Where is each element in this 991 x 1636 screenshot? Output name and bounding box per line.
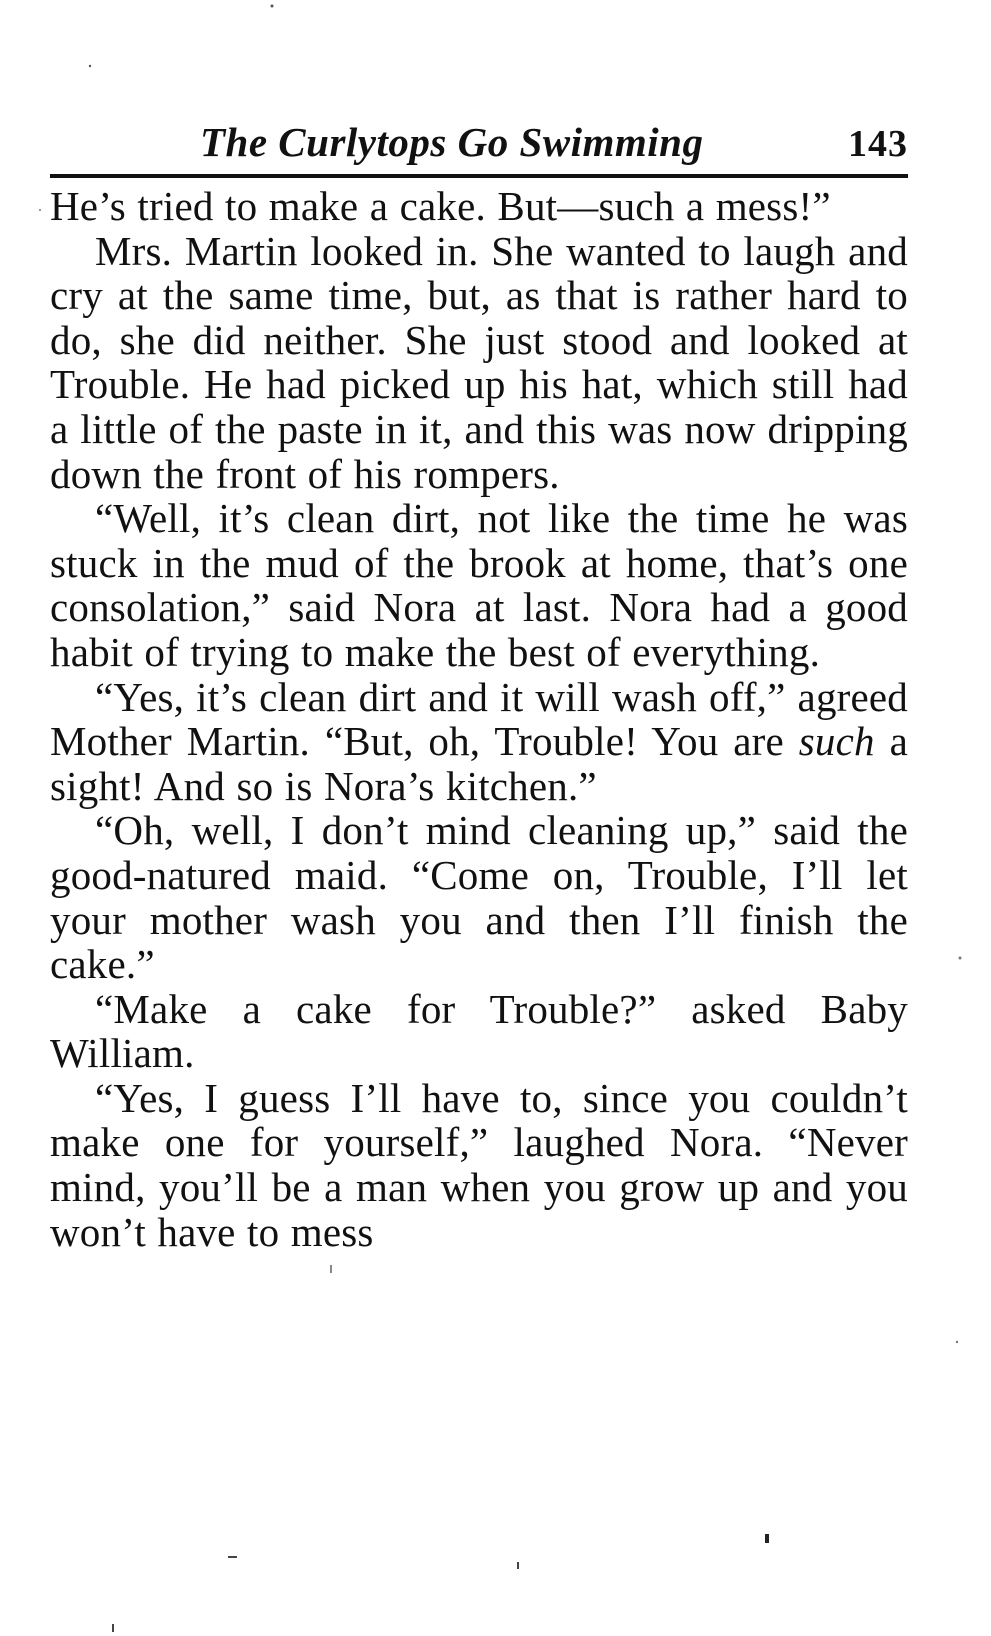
paragraph: [50, 229, 908, 497]
speck: [228, 1556, 237, 1558]
paragraph-text: “Yes, it’s clean dirt and it will wash off,” agreed Mother Martin. “But, oh, Trouble! You are: [50, 673, 908, 765]
body-text: [50, 184, 908, 1254]
book-page: [50, 118, 908, 1254]
running-head: [50, 118, 908, 178]
paragraph-text: “Yes, I guess I’ll have to, since you couldn’t make one for yourself,” laughed Nora. “Never mind, you’ll be a man when you grow up and you won’t have to mess: [50, 1074, 908, 1255]
paragraph: [50, 184, 908, 229]
paragraph: [50, 987, 908, 1076]
speck: [330, 1265, 332, 1273]
paragraph-text: He’s tried to make a cake. But—such a mess!”: [50, 183, 831, 229]
paragraph: [50, 675, 908, 809]
emphasis-text: such: [798, 718, 875, 765]
speck: [765, 1534, 769, 1543]
paragraph-text: “Oh, well, I don’t mind cleaning up,” said the good-natured maid. “Come on, Trouble, I’ll let your mother wash you and then I’ll finish the cake.”: [50, 807, 908, 988]
speck: [959, 957, 962, 960]
paragraph-text: “Make a cake for Trouble?” asked Baby William.: [50, 985, 908, 1077]
paragraph: [50, 808, 908, 986]
paragraph-text: Mrs. Martin looked in. She wanted to laugh and cry at the same time, but, as that is rather hard to do, she did neither. She just stood and looked at Trouble. He had picked up his hat, which still had a little of the paste in it, and this was now dripping down the front of his rompers.: [50, 227, 908, 497]
speck: [956, 1341, 958, 1343]
speck: [89, 65, 91, 67]
paragraph-text: “Well, it’s clean dirt, not like the time he was stuck in the mud of the brook at home, that’s one consolation,” said Nora at last. Nora had a good habit of trying to make the best of everything.: [50, 495, 908, 675]
speck: [517, 1562, 519, 1569]
book-title: The Curlytops Go Swimming: [200, 119, 704, 165]
paragraph: [50, 496, 908, 674]
paragraph-text: a sight! And so is Nora’s kitchen.”: [50, 718, 908, 809]
speck: [271, 5, 274, 8]
speck: [112, 1624, 114, 1632]
speck: [39, 209, 41, 211]
page-number: 143: [848, 123, 908, 165]
paragraph: [50, 1076, 908, 1254]
